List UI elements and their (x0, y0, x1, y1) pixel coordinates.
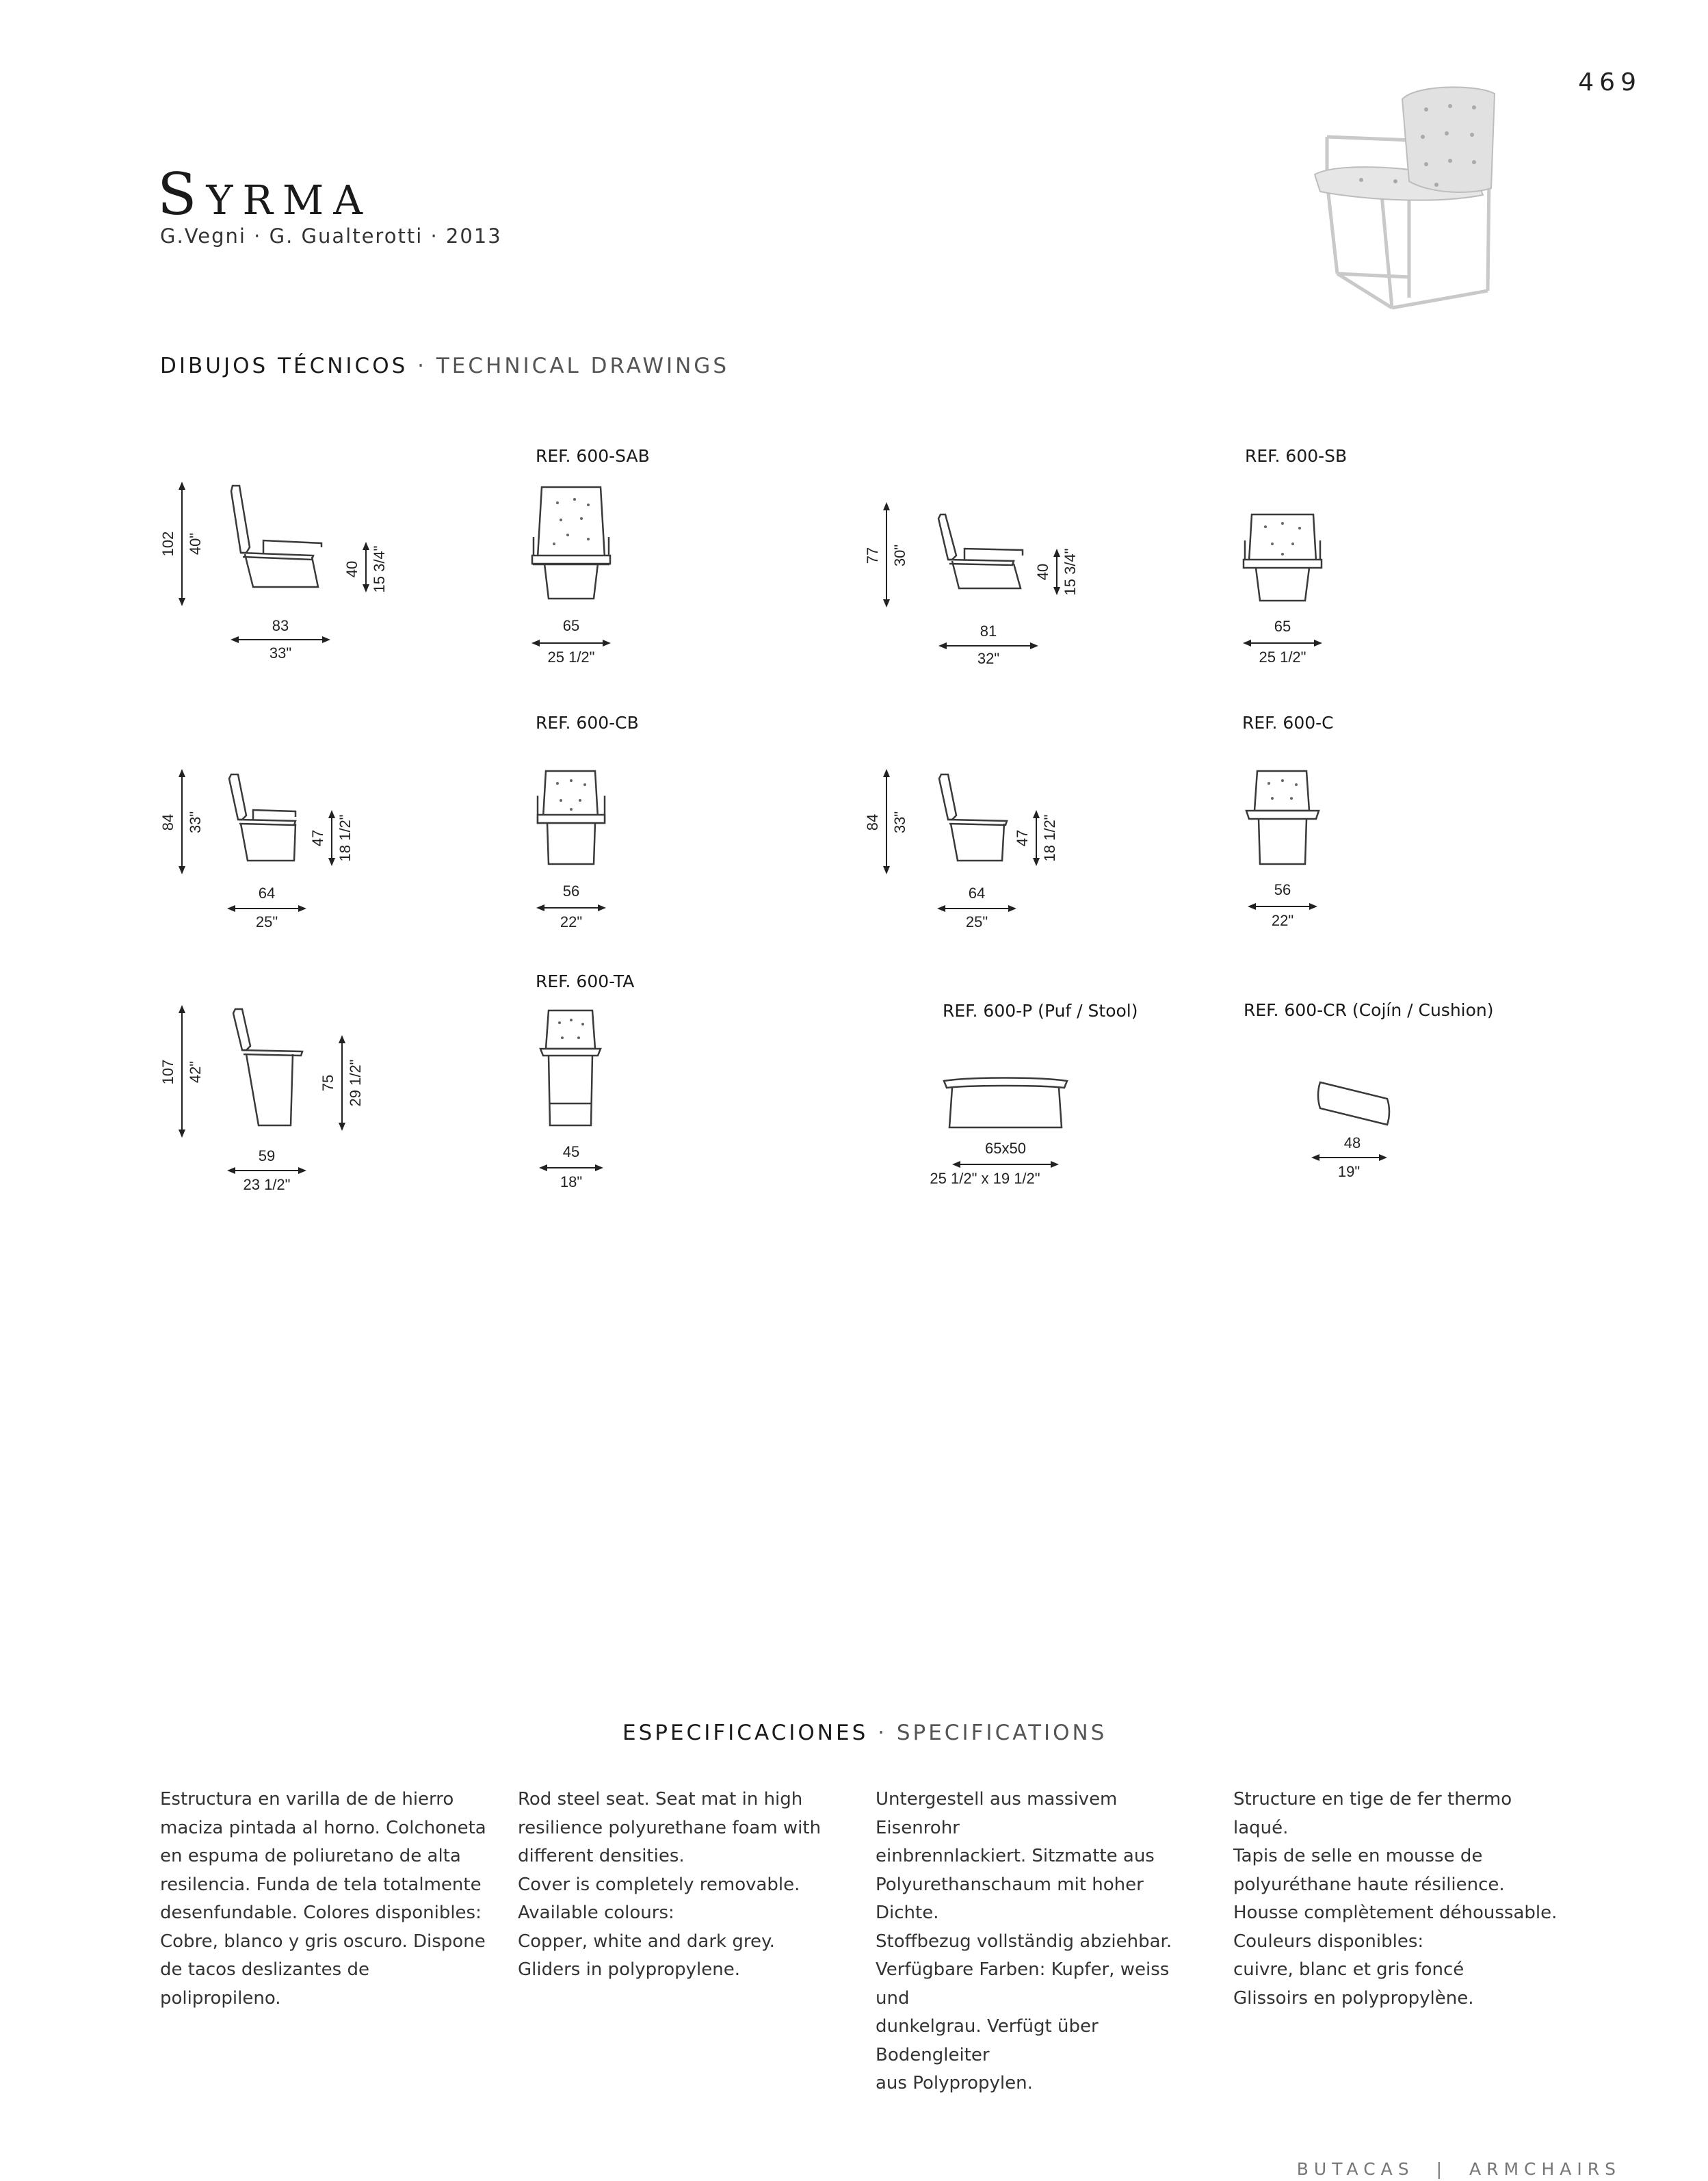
section-title-es: DIBUJOS TÉCNICOS (160, 354, 408, 378)
svg-text:81: 81 (980, 623, 997, 640)
svg-text:25": 25" (965, 913, 988, 930)
svg-text:40: 40 (343, 560, 360, 578)
svg-text:64: 64 (968, 885, 986, 902)
svg-text:25 1/2": 25 1/2" (1259, 649, 1306, 666)
cb-front-view (520, 763, 657, 941)
svg-text:56: 56 (1274, 881, 1291, 898)
page-number: 469 (1578, 68, 1642, 96)
svg-text:83: 83 (272, 617, 289, 634)
svg-text:65: 65 (562, 617, 580, 634)
cb-side-view (150, 759, 410, 944)
svg-text:22": 22" (1271, 912, 1294, 929)
svg-text:65x50: 65x50 (985, 1140, 1026, 1157)
specifications-title-en: SPECIFICATIONS (896, 1721, 1107, 1745)
ta-side-view (150, 995, 410, 1201)
svg-text:30": 30" (891, 544, 908, 567)
c-front-view (1231, 763, 1368, 941)
svg-text:18": 18" (560, 1173, 583, 1190)
svg-text:40": 40" (187, 532, 204, 556)
svg-text:15 3/4": 15 3/4" (371, 545, 388, 593)
svg-text:18 1/2": 18 1/2" (1041, 814, 1058, 862)
svg-text:18 1/2": 18 1/2" (337, 814, 354, 862)
svg-text:32": 32" (977, 650, 1000, 667)
sab-side-view (150, 472, 410, 677)
svg-text:65: 65 (1274, 618, 1291, 635)
svg-text:47: 47 (309, 829, 326, 847)
spec-text-fr: Structure en tige de fer thermo laqué. Tapis de selle en mousse de polyuréthane haute résilience. Housse complètement déhoussable. Couleurs disponibles: cuivre, blanc et gris foncé Glissoirs en polypropylène. (1233, 1789, 1558, 2009)
footer-category-en: ARMCHAIRS (1469, 2159, 1621, 2179)
svg-text:45: 45 (562, 1143, 580, 1160)
section-title-en: TECHNICAL DRAWINGS (436, 354, 729, 378)
sab-front-view (520, 479, 657, 677)
svg-text:15 3/4": 15 3/4" (1062, 548, 1079, 596)
footer-separator: | (1436, 2159, 1448, 2179)
spec-text-en: Rod steel seat. Seat mat in high resilience polyurethane foam with different densities. Cover is completely removable. Available colours: Copper, white and dark grey. Gliders in polypropylene. (518, 1789, 822, 1980)
svg-text:107: 107 (159, 1059, 176, 1085)
svg-text:42": 42" (187, 1060, 204, 1084)
product-designers: G.Vegni · G. Gualterotti · 2013 (160, 224, 502, 248)
svg-text:75: 75 (319, 1074, 337, 1092)
technical-drawings-title (160, 354, 729, 378)
c-side-view (855, 759, 1115, 944)
svg-text:48: 48 (1343, 1134, 1361, 1151)
ref-600-c: REF. 600-C (1242, 713, 1334, 733)
specifications-title-es: ESPECIFICACIONES (622, 1721, 869, 1745)
svg-text:22": 22" (560, 913, 583, 930)
svg-text:19": 19" (1337, 1163, 1361, 1180)
armchair-photo (1300, 79, 1525, 311)
section-title-separator: · (417, 354, 427, 378)
svg-text:102: 102 (159, 531, 176, 557)
ref-600-sb: REF. 600-SB (1245, 446, 1348, 466)
sb-front-view (1231, 506, 1368, 677)
svg-text:56: 56 (562, 883, 580, 900)
svg-text:25 1/2" x 19 1/2": 25 1/2" x 19 1/2" (930, 1170, 1040, 1187)
ta-front-view (520, 1002, 657, 1207)
ref-600-p: REF. 600-P (Puf / Stool) (943, 1001, 1138, 1021)
svg-text:23 1/2": 23 1/2" (243, 1176, 291, 1193)
sb-side-view (855, 493, 1115, 677)
svg-text:47: 47 (1014, 829, 1031, 847)
stool-front-view (910, 1067, 1115, 1197)
svg-text:77: 77 (864, 547, 881, 564)
spec-text-de: Untergestell aus massivem Eisenrohr einbrennlackiert. Sitzmatte aus Polyurethanschaum mit hoher Dichte. Stoffbezug vollständig abziehbar. Verfügbare Farben: Kupfer, weiss und dunkelgrau. Verfügt über Bodengleiter aus Polypropylen. (876, 1789, 1172, 2093)
svg-text:59: 59 (258, 1147, 276, 1164)
svg-text:25 1/2": 25 1/2" (547, 649, 595, 666)
specifications-title-separator: · (878, 1721, 887, 1745)
svg-text:33": 33" (187, 811, 204, 834)
ref-600-ta: REF. 600-TA (536, 971, 635, 991)
product-title: Syrma (157, 161, 372, 228)
ref-600-sab: REF. 600-SAB (536, 446, 650, 466)
specifications-title (622, 1721, 1107, 1745)
svg-text:64: 64 (258, 885, 276, 902)
footer-category-es: BUTACAS (1296, 2159, 1415, 2179)
svg-text:33": 33" (269, 644, 292, 662)
footer-category (1231, 2159, 1621, 2179)
ref-600-cb: REF. 600-CB (536, 713, 639, 733)
svg-text:29 1/2": 29 1/2" (347, 1059, 364, 1107)
svg-text:84: 84 (864, 813, 881, 831)
svg-text:84: 84 (159, 813, 176, 831)
svg-text:40: 40 (1034, 563, 1051, 581)
spec-text-es: Estructura en varilla de de hierro maciza pintada al horno. Colchoneta en espuma de poliuretano de alta resilencia. Funda de tela totalmente desenfundable. Colores disponibles: Cobre, blanco y gris oscuro. Dispone de tacos deslizantes de polipropileno. (160, 1789, 486, 2009)
ref-600-cr: REF. 600-CR (Cojín / Cushion) (1244, 1000, 1494, 1020)
cushion-view (1286, 1074, 1423, 1190)
svg-text:33": 33" (891, 811, 908, 834)
svg-text:25": 25" (255, 913, 278, 930)
